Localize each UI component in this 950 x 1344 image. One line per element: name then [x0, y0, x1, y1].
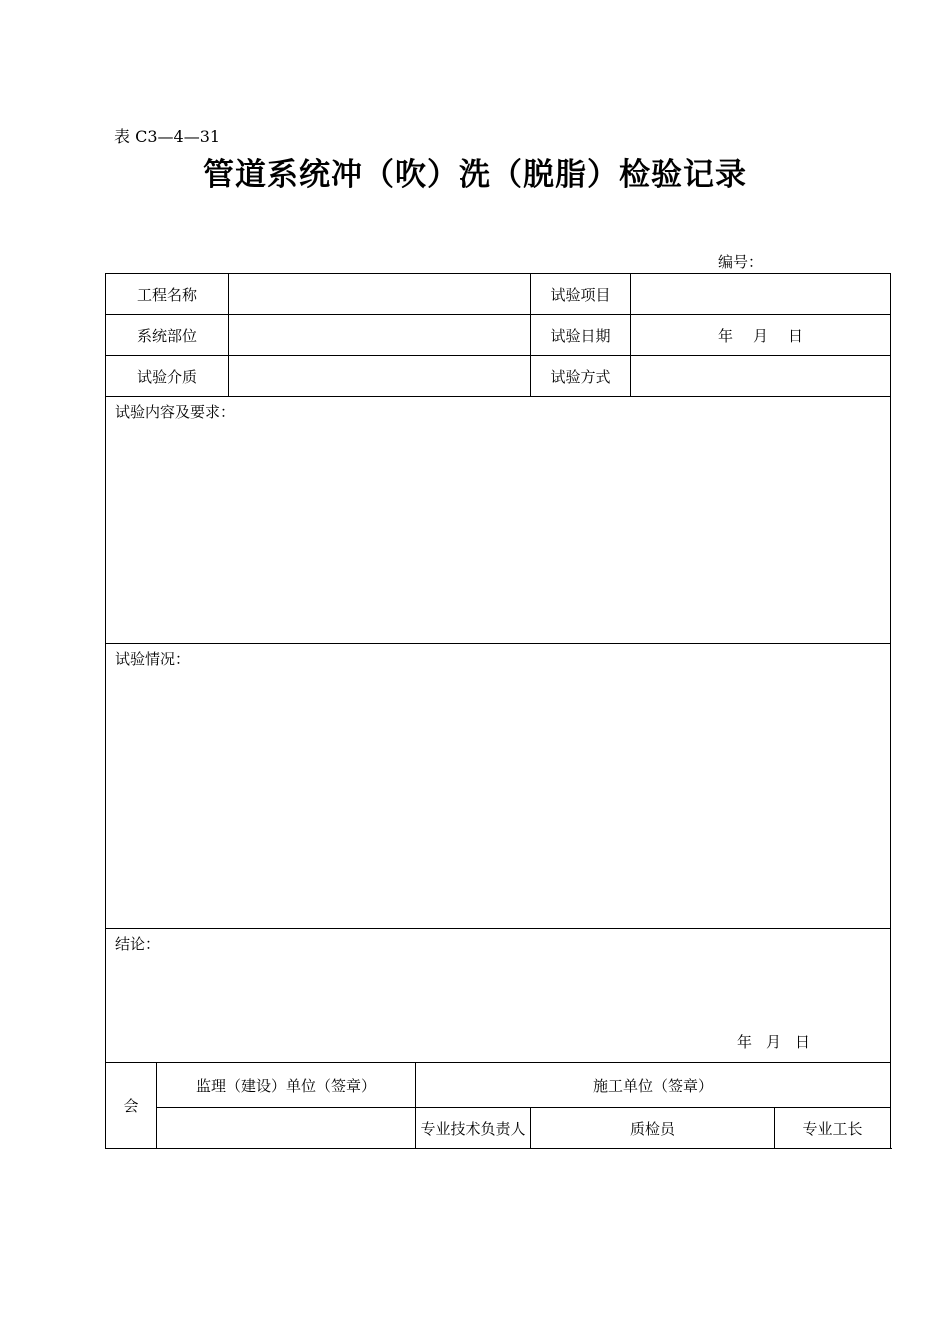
date-year: 年 [718, 326, 734, 345]
test-item-field[interactable] [631, 274, 891, 315]
project-name-label: 工程名称 [106, 274, 229, 315]
hui-label: 会 [106, 1063, 157, 1149]
conclusion-area[interactable] [106, 929, 891, 1063]
inspector-label: 质检员 [531, 1108, 775, 1149]
conclusion-label: 结论： [115, 935, 161, 953]
test-method-label: 试验方式 [531, 356, 631, 397]
test-situation-area[interactable] [106, 644, 891, 929]
conclusion-day: 日 [795, 1033, 811, 1051]
test-medium-field[interactable] [229, 356, 531, 397]
foreman-label: 专业工长 [775, 1108, 891, 1149]
test-content-area[interactable] [106, 397, 891, 644]
test-content-label: 试验内容及要求： [115, 403, 236, 421]
test-method-field[interactable] [631, 356, 891, 397]
serial-number-label: 编号： [718, 253, 764, 271]
conclusion-month: 月 [766, 1033, 782, 1051]
conclusion-year: 年 [736, 1033, 752, 1051]
test-date-field[interactable] [631, 315, 891, 356]
project-name-field[interactable] [229, 274, 531, 315]
contractor-label: 施工单位（签章） [416, 1063, 891, 1108]
test-item-label: 试验项目 [531, 274, 631, 315]
test-situation-label: 试验情况： [115, 650, 191, 668]
record-table [105, 273, 891, 1149]
system-part-field[interactable] [229, 315, 531, 356]
page-title: 管道系统冲（吹）洗（脱脂）检验记录 [203, 157, 747, 193]
system-part-label: 系统部位 [106, 315, 229, 356]
test-medium-label: 试验介质 [106, 356, 229, 397]
form-code: 表 C3—4—31 [114, 127, 221, 146]
tech-lead-label: 专业技术负责人 [416, 1108, 531, 1149]
date-day: 日 [788, 326, 804, 345]
date-month: 月 [753, 326, 769, 345]
conclusion-date [723, 1031, 810, 1052]
supervisor-label: 监理（建设）单位（签章） [157, 1063, 416, 1108]
supervisor-signature-field[interactable] [157, 1108, 416, 1149]
test-date-label: 试验日期 [531, 315, 631, 356]
